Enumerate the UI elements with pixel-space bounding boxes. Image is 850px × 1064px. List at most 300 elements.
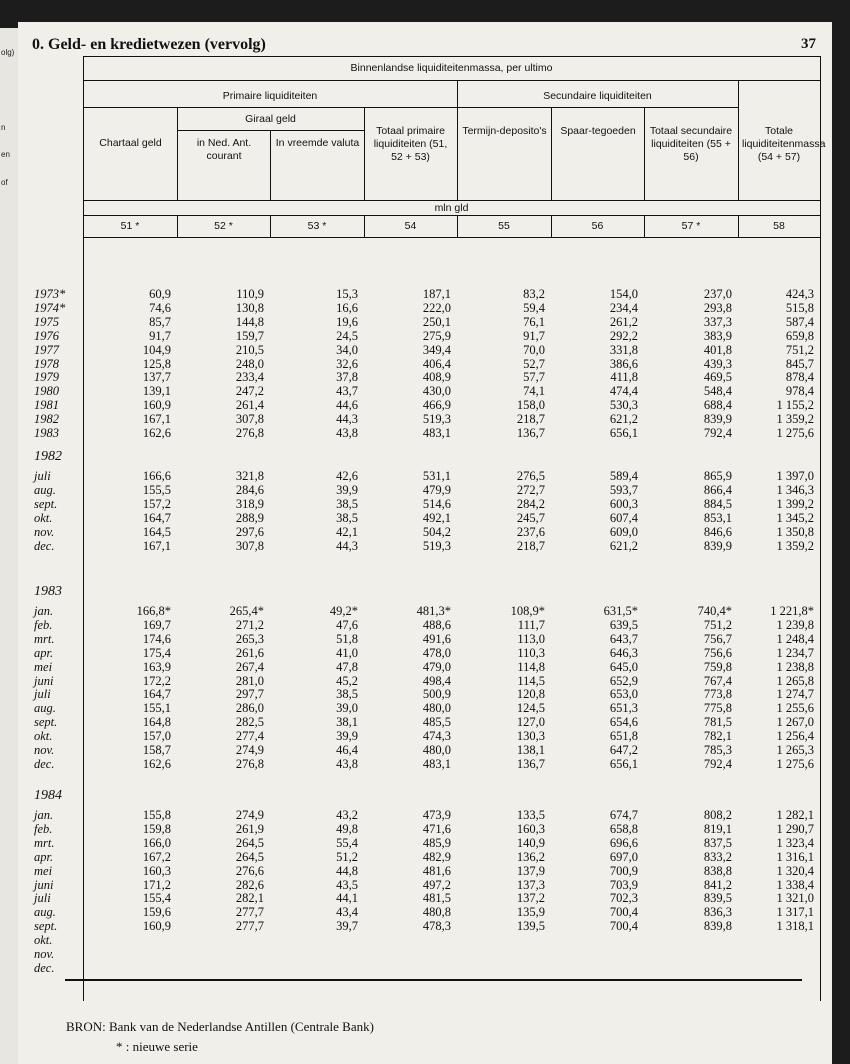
table-cell: 767,4 — [703, 673, 732, 688]
table-cell: 277,7 — [235, 919, 264, 934]
table-cell: 136,7 — [516, 426, 545, 440]
table-cell: 44,8 — [336, 863, 358, 878]
row-label: sept. — [34, 496, 58, 511]
table-cell: 139,5 — [516, 919, 545, 934]
table-cell: 49,2* — [329, 604, 358, 618]
table-cell: 38,1 — [336, 715, 358, 730]
row-label: jan. — [34, 808, 54, 822]
primary-header: Primaire liquiditeiten — [222, 90, 318, 102]
table-cell: 250,1 — [422, 314, 451, 329]
table-cell: 38,5 — [336, 510, 358, 525]
table-cell: 264,5 — [235, 849, 264, 864]
table-cell: 751,2 — [785, 342, 814, 357]
row-label: 1982 — [34, 412, 59, 427]
bottom-rule — [65, 979, 802, 981]
row-label: mei — [34, 863, 53, 878]
table-cell: 158,7 — [142, 743, 171, 757]
table-cell: 124,5 — [516, 701, 545, 716]
table-cell: 274,9 — [235, 808, 264, 822]
table-cell: 172,2 — [142, 673, 171, 688]
table-cell: 1 323,4 — [776, 835, 814, 850]
col-divider — [738, 215, 739, 237]
table-cell: 46,4 — [336, 743, 358, 757]
table-cell: 480,8 — [422, 905, 451, 920]
table-cell: 1 256,4 — [776, 729, 814, 744]
table-cell: 759,8 — [703, 659, 732, 674]
table-cell: 234,4 — [609, 300, 638, 315]
col-label-57: Totaal secundaire liquiditeiten (55 + 56) — [649, 125, 733, 163]
table-cell: 978,4 — [785, 384, 814, 399]
header-divider — [738, 80, 739, 200]
table-cell: 406,4 — [422, 356, 451, 371]
table-cell: 159,6 — [142, 905, 171, 920]
table-cell: 155,4 — [142, 891, 171, 906]
group-title: 1984 — [34, 788, 62, 803]
table-cell: 485,5 — [422, 715, 451, 730]
table-cell: 138,1 — [516, 743, 545, 757]
col-label-53: In vreemde valuta — [275, 137, 360, 149]
row-label: feb. — [34, 821, 53, 836]
table-cell: 841,2 — [703, 877, 732, 892]
table-cell: 836,3 — [703, 905, 732, 920]
unit-label: mln gld — [434, 202, 469, 214]
table-cell: 274,9 — [235, 743, 264, 757]
main-header: Binnenlandse liquiditeitenmassa, per ultimo — [350, 62, 553, 74]
table-cell: 674,7 — [609, 808, 638, 822]
table-cell: 530,3 — [609, 398, 638, 413]
table-cell: 45,2 — [336, 673, 358, 688]
table-left-rule — [83, 56, 84, 1001]
table-cell: 1 274,7 — [776, 687, 814, 702]
header-divider — [364, 107, 365, 200]
table-cell: 174,6 — [142, 631, 171, 646]
table-cell: 42,1 — [336, 524, 358, 539]
table-cell: 110,9 — [236, 287, 264, 301]
table-cell: 740,4* — [697, 604, 732, 618]
table-cell: 297,6 — [235, 524, 264, 539]
table-cell: 74,6 — [149, 300, 171, 315]
table-cell: 756,7 — [703, 631, 732, 646]
table-cell: 884,5 — [703, 496, 732, 511]
table-cell: 158,0 — [516, 398, 545, 413]
table-cell: 247,2 — [235, 384, 264, 399]
table-cell: 481,5 — [422, 891, 451, 906]
table-cell: 44,3 — [336, 412, 358, 427]
table-cell: 482,9 — [422, 849, 451, 864]
table-cell: 49,8 — [336, 821, 358, 836]
table-cell: 47,6 — [336, 617, 358, 632]
table-cell: 57,7 — [523, 370, 545, 385]
table-cell: 44,1 — [336, 891, 358, 906]
table-cell: 130,8 — [235, 300, 264, 315]
table-cell: 275,9 — [422, 328, 451, 343]
table-cell: 853,1 — [703, 510, 732, 525]
col-number: 53 * — [307, 220, 327, 232]
table-cell: 492,1 — [422, 510, 451, 525]
table-cell: 218,7 — [516, 538, 545, 553]
col-number: 51 * — [120, 220, 140, 232]
giraal-header: Giraal geld — [245, 113, 296, 125]
table-cell: 519,3 — [422, 538, 451, 553]
table-cell: 164,5 — [142, 524, 171, 539]
row-label: dec. — [34, 960, 55, 975]
table-cell: 337,3 — [703, 314, 732, 329]
table-cell: 222,0 — [422, 300, 451, 315]
table-cell: 210,5 — [235, 342, 264, 357]
table-cell: 696,6 — [609, 835, 638, 850]
header-divider — [551, 107, 552, 200]
col-divider — [551, 215, 552, 237]
table-cell: 519,3 — [422, 412, 451, 427]
table-cell: 162,6 — [142, 426, 171, 440]
table-cell: 1 345,2 — [776, 510, 814, 525]
table-cell: 39,9 — [336, 482, 358, 497]
table-right-rule — [820, 56, 821, 1001]
table-cell: 1 238,8 — [776, 659, 814, 674]
table-cell: 656,1 — [609, 756, 638, 771]
table-cell: 321,8 — [235, 469, 264, 483]
table-cell: 1 316,1 — [776, 849, 814, 864]
table-cell: 833,2 — [703, 849, 732, 864]
row-label: dec. — [34, 538, 55, 553]
table-cell: 839,5 — [703, 891, 732, 906]
table-cell: 91,7 — [523, 328, 545, 343]
page-number: 37 — [801, 36, 816, 52]
header-divider — [457, 80, 458, 200]
table-cell: 39,7 — [336, 919, 358, 934]
table-cell: 293,8 — [703, 300, 732, 315]
row-label: apr. — [34, 645, 54, 660]
table-cell: 647,2 — [609, 743, 638, 757]
header-rule — [83, 237, 820, 238]
table-top-rule — [83, 56, 820, 57]
table-cell: 233,4 — [235, 370, 264, 385]
table-cell: 125,8 — [142, 356, 171, 371]
table-cell: 43,7 — [336, 384, 358, 399]
table-cell: 1 255,6 — [776, 701, 814, 716]
table-cell: 703,9 — [609, 877, 638, 892]
table-cell: 42,6 — [336, 469, 358, 483]
table-cell: 104,9 — [142, 342, 171, 357]
col-number: 55 — [498, 220, 510, 232]
table-cell: 656,1 — [609, 426, 638, 440]
table-cell: 155,1 — [142, 701, 171, 716]
row-label: 1973* — [34, 287, 66, 301]
table-cell: 386,6 — [609, 356, 638, 371]
table-cell: 1 155,2 — [776, 398, 814, 413]
col-label-58: Totale liquiditeitenmassa (54 + 57) — [742, 125, 826, 163]
row-label: juli — [34, 891, 51, 906]
table-cell: 471,6 — [422, 821, 451, 836]
row-label: juni — [34, 877, 54, 892]
table-cell: 34,0 — [336, 342, 358, 357]
table-cell: 41,0 — [336, 645, 358, 660]
col-label-55: Termijn-deposito's — [462, 125, 547, 137]
table-cell: 70,0 — [523, 342, 545, 357]
table-cell: 515,8 — [785, 300, 814, 315]
table-cell: 645,0 — [609, 659, 638, 674]
table-cell: 261,6 — [235, 645, 264, 660]
row-label: 1975 — [34, 314, 59, 329]
table-cell: 478,3 — [422, 919, 451, 934]
table-cell: 658,8 — [609, 821, 638, 836]
table-cell: 44,6 — [336, 398, 358, 413]
table-cell: 135,9 — [516, 905, 545, 920]
table-cell: 1 267,0 — [776, 715, 814, 730]
table-cell: 474,4 — [609, 384, 638, 399]
table-cell: 44,3 — [336, 538, 358, 553]
table-cell: 1 350,8 — [776, 524, 814, 539]
row-label: 1983 — [34, 426, 59, 440]
table-cell: 140,9 — [516, 835, 545, 850]
row-label: sept. — [34, 919, 58, 934]
row-label: 1978 — [34, 356, 59, 371]
table-cell: 473,9 — [422, 808, 451, 822]
table-cell: 272,7 — [516, 482, 545, 497]
row-label: juli — [34, 469, 51, 483]
table-cell: 609,0 — [609, 524, 638, 539]
table-cell: 237,6 — [516, 524, 545, 539]
header-rule — [83, 80, 820, 81]
table-cell: 137,9 — [516, 863, 545, 878]
table-cell: 292,2 — [609, 328, 638, 343]
col-divider — [270, 215, 271, 237]
table-cell: 166,6 — [142, 469, 171, 483]
table-cell: 39,9 — [336, 729, 358, 744]
table-cell: 127,0 — [516, 715, 545, 730]
table-cell: 1 265,3 — [776, 743, 814, 757]
table-cell: 621,2 — [609, 412, 638, 427]
table-cell: 52,7 — [523, 356, 545, 371]
table-cell: 837,5 — [703, 835, 732, 850]
table-cell: 133,5 — [516, 808, 545, 822]
table-cell: 631,5* — [603, 604, 638, 618]
table-cell: 652,9 — [609, 673, 638, 688]
header-divider — [177, 107, 178, 200]
group-title: 1982 — [34, 449, 62, 464]
table-cell: 504,2 — [422, 524, 451, 539]
table-cell: 160,3 — [516, 821, 545, 836]
table-cell: 15,3 — [336, 287, 358, 301]
table-cell: 1 399,2 — [776, 496, 814, 511]
row-label: okt. — [34, 729, 53, 744]
table-cell: 264,5 — [235, 835, 264, 850]
row-label: feb. — [34, 617, 53, 632]
table-cell: 167,1 — [142, 538, 171, 553]
header-rule — [83, 215, 820, 216]
table-cell: 1 221,8* — [770, 604, 814, 618]
row-label: juni — [34, 673, 54, 688]
table-cell: 782,1 — [703, 729, 732, 744]
table-cell: 307,8 — [235, 412, 264, 427]
spine-fragment: olg) — [1, 48, 15, 57]
table-cell: 785,3 — [703, 743, 732, 757]
row-label: nov. — [34, 947, 55, 961]
table-cell: 483,1 — [422, 426, 451, 440]
table-cell: 700,9 — [609, 863, 638, 878]
col-divider — [177, 215, 178, 237]
table-cell: 865,9 — [703, 469, 732, 483]
table-cell: 137,7 — [142, 370, 171, 385]
row-label: mrt. — [34, 835, 55, 850]
header-rule — [83, 107, 738, 108]
table-cell: 218,7 — [516, 412, 545, 427]
table-cell: 654,6 — [609, 715, 638, 730]
table-cell: 163,9 — [142, 659, 171, 674]
table-cell: 480,0 — [422, 701, 451, 716]
table-cell: 261,9 — [235, 821, 264, 836]
table-cell: 74,1 — [523, 384, 545, 399]
table-cell: 43,2 — [336, 808, 358, 822]
table-cell: 160,9 — [142, 919, 171, 934]
table-cell: 76,1 — [523, 314, 545, 329]
page-title: 0. Geld- en kredietwezen (vervolg) — [32, 36, 266, 53]
col-number: 52 * — [214, 220, 233, 232]
table-cell: 139,1 — [142, 384, 171, 399]
col-number: 57 * — [681, 220, 701, 232]
table-cell: 819,1 — [703, 821, 732, 836]
table-cell: 166,8* — [136, 604, 171, 618]
table-cell: 164,7 — [142, 510, 171, 525]
row-label: okt. — [34, 510, 53, 525]
table-cell: 261,4 — [235, 398, 264, 413]
table-cell: 162,6 — [142, 756, 171, 771]
row-label: aug. — [34, 482, 56, 497]
table-cell: 164,8 — [142, 715, 171, 730]
table-cell: 166,0 — [142, 835, 171, 850]
col-divider — [457, 215, 458, 237]
table-cell: 466,9 — [422, 398, 451, 413]
table-cell: 137,3 — [516, 877, 545, 892]
col-label-52: in Ned. Ant. courant — [196, 137, 252, 162]
table-cell: 479,9 — [422, 482, 451, 497]
table-cell: 514,6 — [422, 496, 451, 511]
row-label: jan. — [34, 604, 54, 618]
table-cell: 651,3 — [609, 701, 638, 716]
table-cell: 59,4 — [523, 300, 545, 315]
table-cell: 111,7 — [517, 617, 545, 632]
table-cell: 411,8 — [610, 370, 638, 385]
table-cell: 839,8 — [703, 919, 732, 934]
table-cell: 38,5 — [336, 687, 358, 702]
table-cell: 47,8 — [336, 659, 358, 674]
table-cell: 154,0 — [609, 287, 638, 301]
col-label-56: Spaar-tegoeden — [560, 125, 636, 137]
table-cell: 700,4 — [609, 919, 638, 934]
table-cell: 1 234,7 — [776, 645, 814, 660]
table-cell: 589,4 — [609, 469, 638, 483]
table-cell: 83,2 — [523, 287, 545, 301]
table-cell: 751,2 — [703, 617, 732, 632]
table-cell: 265,4* — [229, 604, 264, 618]
table-cell: 480,0 — [422, 743, 451, 757]
table-cell: 488,6 — [422, 617, 451, 632]
table-cell: 639,5 — [609, 617, 638, 632]
table-cell: 277,7 — [235, 905, 264, 920]
table-cell: 498,4 — [422, 673, 451, 688]
table-cell: 271,2 — [235, 617, 264, 632]
row-label: sept. — [34, 715, 58, 730]
col-number: 58 — [773, 220, 785, 232]
secondary-header: Secundaire liquiditeiten — [543, 90, 652, 102]
table-cell: 282,1 — [235, 891, 264, 906]
table-cell: 756,6 — [703, 645, 732, 660]
table-cell: 276,5 — [516, 469, 545, 483]
table-cell: 277,4 — [235, 729, 264, 744]
table-cell: 284,6 — [235, 482, 264, 497]
table-cell: 110,3 — [517, 645, 545, 660]
table-cell: 846,6 — [703, 524, 732, 539]
table-cell: 160,9 — [142, 398, 171, 413]
table-cell: 43,5 — [336, 877, 358, 892]
table-cell: 775,8 — [703, 701, 732, 716]
table-cell: 38,5 — [336, 496, 358, 511]
table-cell: 839,9 — [703, 412, 732, 427]
header-divider — [270, 130, 271, 200]
table-cell: 267,4 — [235, 659, 264, 674]
col-label-54: Totaal primaire liquiditeiten (51, 52 + 53) — [373, 125, 448, 163]
table-cell: 24,5 — [336, 328, 358, 343]
table-cell: 157,2 — [142, 496, 171, 511]
table-cell: 491,6 — [422, 631, 451, 646]
table-cell: 643,7 — [609, 631, 638, 646]
row-label: mei — [34, 659, 53, 674]
table-cell: 1 282,1 — [776, 808, 814, 822]
footnote: * : nieuwe serie — [116, 1039, 198, 1054]
table-cell: 276,8 — [235, 756, 264, 771]
table-cell: 481,3* — [416, 604, 451, 618]
row-label: 1974* — [34, 300, 66, 315]
table-cell: 85,7 — [149, 314, 171, 329]
table-cell: 155,5 — [142, 482, 171, 497]
table-cell: 39,0 — [336, 701, 358, 716]
table-cell: 159,8 — [142, 821, 171, 836]
table-cell: 531,1 — [422, 469, 451, 483]
table-cell: 808,2 — [703, 808, 732, 822]
table-cell: 700,4 — [609, 905, 638, 920]
col-number: 56 — [591, 220, 604, 232]
table-cell: 318,9 — [235, 496, 264, 511]
table-cell: 51,8 — [336, 631, 358, 646]
table-cell: 60,9 — [149, 287, 171, 301]
table-cell: 282,5 — [235, 715, 264, 730]
table-cell: 702,3 — [609, 891, 638, 906]
table-cell: 19,6 — [336, 314, 358, 329]
table-cell: 653,0 — [609, 687, 638, 702]
table-cell: 659,8 — [785, 328, 814, 343]
row-label: mrt. — [34, 631, 55, 646]
row-label: aug. — [34, 905, 56, 920]
row-label: nov. — [34, 743, 55, 757]
table-cell: 167,1 — [142, 412, 171, 427]
table-cell: 500,9 — [422, 687, 451, 702]
table-cell: 439,3 — [703, 356, 732, 371]
table-cell: 281,0 — [235, 673, 264, 688]
row-label: 1976 — [34, 328, 59, 343]
table-cell: 1 318,1 — [776, 919, 814, 934]
table-cell: 276,6 — [235, 863, 264, 878]
row-label: dec. — [34, 756, 55, 771]
table-cell: 157,0 — [142, 729, 171, 744]
table-cell: 288,9 — [235, 510, 264, 525]
table-cell: 781,5 — [703, 715, 732, 730]
table-cell: 478,0 — [422, 645, 451, 660]
table-cell: 114,5 — [517, 673, 545, 688]
table-cell: 276,8 — [235, 426, 264, 440]
col-divider — [364, 215, 365, 237]
row-label: 1979 — [34, 370, 59, 385]
row-label: nov. — [34, 524, 55, 539]
